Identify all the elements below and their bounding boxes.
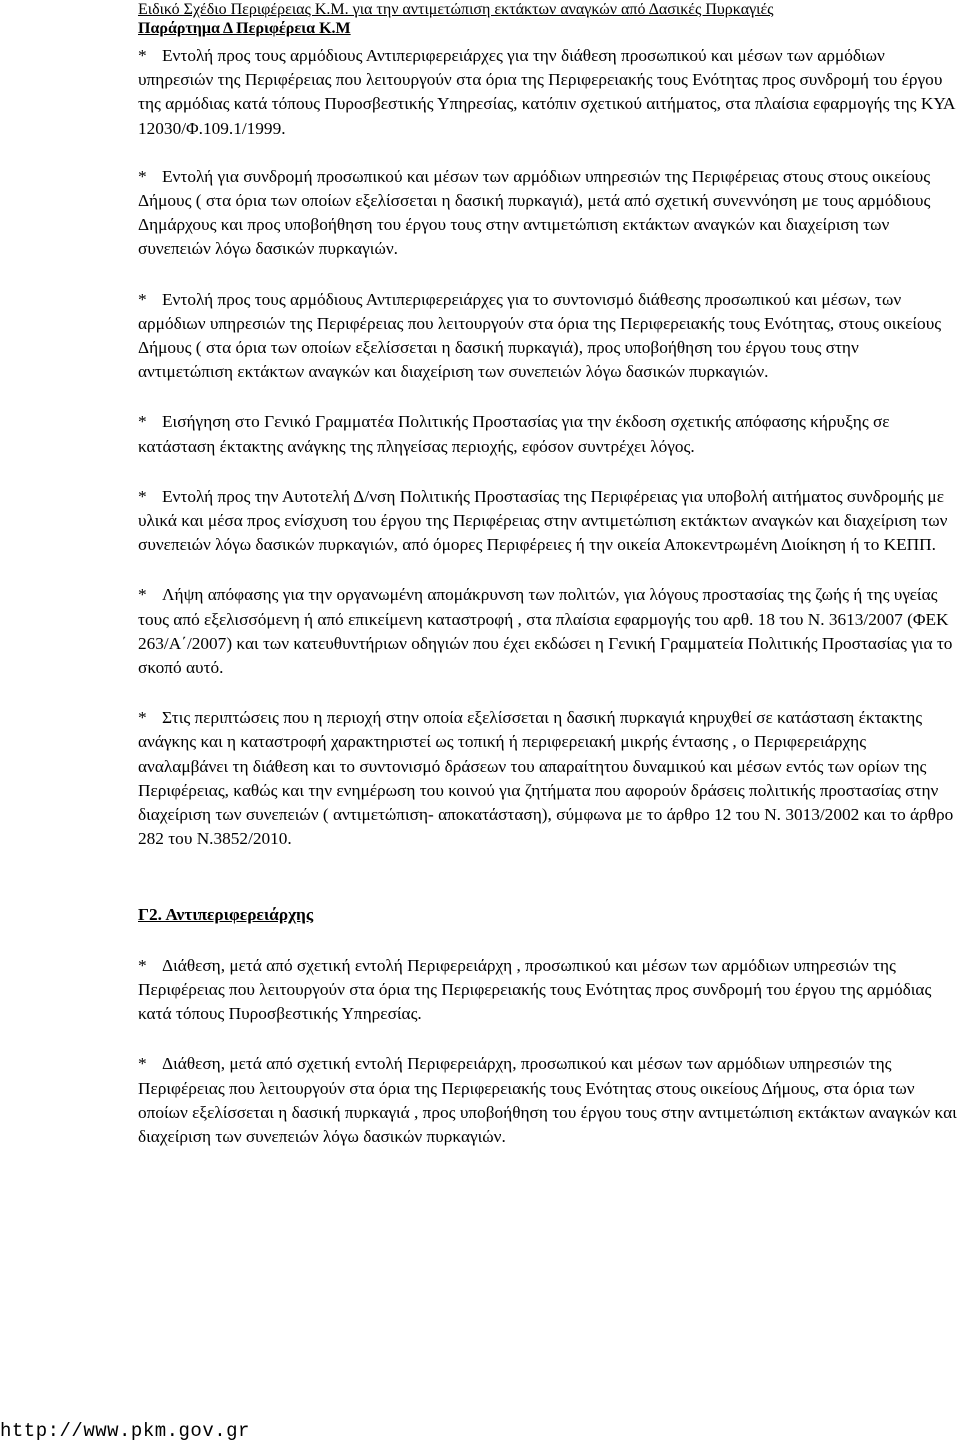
bullet-marker: * (138, 46, 147, 65)
paragraph (138, 485, 958, 558)
paragraph (138, 410, 958, 458)
paragraph (138, 44, 958, 141)
paragraph (138, 954, 958, 1027)
bullet-marker: * (138, 166, 147, 186)
bullet-marker: * (138, 955, 147, 975)
paragraph-text: Εντολή προς την Αυτοτελή Δ/νση Πολιτικής Προστασίας της Περιφέρειας για υποβολή αιτήματος συνδρομής με υλικά και μέσα προς ενίσχυση του έργου της Περιφέρειας στην αντιμετώπιση εκτάκτων αναγκών και διαχείριση των συνεπειών λόγω δασικών πυρκαγιών, από όμορες Περιφέρειες ή την οικεία Αποκεντρωμένη Διοίκηση ή το ΚΕΠΠ. (138, 486, 948, 555)
bullet-marker: * (138, 1054, 147, 1074)
paragraph-text: Διάθεση, μετά από σχετική εντολή Περιφερειάρχη , προσωπικού και μέσων των αρμόδιων υπηρεσιών της Περιφέρειας που λειτουργούν στα όρια της Περιφερειακής τους Ενότητας προς συνδρομή του έργου της αρμόδιας κατά τόπους Πυροσβεστικής Υπηρεσίας. (138, 955, 932, 1024)
paragraph (138, 165, 958, 262)
bullet-marker: * (138, 708, 147, 728)
paragraph-text: Εντολή προς τους αρμόδιους Αντιπεριφερειάρχες για το συντονισμό διάθεσης προσωπικού και μέσων, των αρμόδιων υπηρεσιών της Περιφέρειας που λειτουργούν στα όρια της Περιφερειακής τους Ενότητας, στους οικείους Δήμους ( στα όρια των οποίων εξελίσσεται η δασική πυρκαγιά), προς υποβοήθηση του έργου τους στην αντιμετώπιση εκτάκτων αναγκών και διαχείριση των συνεπειών λόγω δασικών πυρκαγιών. (138, 289, 942, 382)
paragraph-text: Στις περιπτώσεις που η περιοχή στην οποία εξελίσσεται η δασική πυρκαγιά κηρυχθεί σε κατάσταση έκτακτης ανάγκης και η καταστροφή χαρακτηριστεί ως τοπική ή περιφερειακή μικρής έντασης , ο Περιφερειάρχης αναλαμβάνει τη διάθεση και το συντονισμό δράσεων του απαραίτητου δυναμικού και μέσων εντός των ορίων της Περιφέρειας, καθώς και την ενημέρωση του κοινού για ζητήματα που αφορούν δράσεις πολιτικής προστασίας στην διαχείριση των συνεπειών ( αντιμετώπιση- αποκατάσταση), σύμφωνα με το άρθρο 12 του Ν. 3013/2002 και το άρθρο 282 του Ν.3852/2010. (138, 708, 954, 849)
paragraph (138, 1052, 958, 1149)
paragraph (138, 288, 958, 385)
page-header (138, 0, 938, 38)
footer-url: http://www.pkm.gov.gr (0, 1420, 250, 1442)
paragraph (138, 706, 958, 851)
bullet-marker: * (138, 412, 147, 432)
paragraph-text: Εντολή για συνδρομή προσωπικού και μέσων των αρμόδιων υπηρεσιών της Περιφέρειας στους στους οικείους Δήμους ( στα όρια των οποίων εξελίσσεται η δασική πυρκαγιά), μετά από σχετική συνεννόηση με τους αρμόδιους Δημάρχους και προς υποβοήθηση του έργου τους στην αντιμετώπιση εκτάκτων αναγκών και διαχείριση των συνεπειών λόγω δασικών πυρκαγιών. (138, 166, 931, 259)
paragraph-text: Διάθεση, μετά από σχετική εντολή Περιφερειάρχη, προσωπικού και μέσων των αρμόδιων υπηρεσιών της Περιφέρειας που λειτουργούν στα όρια της Περιφερειακής τους Ενότητας στους οικείους Δήμους, στα όρια των οποίων εξελίσσεται η δασική πυρκαγιά , προς υποβοήθηση του έργου τους στην αντιμετώπιση εκτάκτων αναγκών και διαχείριση των συνεπειών λόγω δασικών πυρκαγιών. (138, 1054, 957, 1146)
section-heading: Γ2. Αντιπεριφερειάρχης (138, 905, 314, 925)
paragraph (138, 583, 958, 680)
paragraph-text: Εισήγηση στο Γενικό Γραμματέα Πολιτικής Προστασίας για την έκδοση σχετικής απόφασης κήρυξης σε κατάσταση έκτακτης ανάγκης της πληγείσας περιοχής, εφόσον συντρέχει λόγος. (138, 412, 890, 456)
header-subtitle: Παράρτημα Δ Περιφέρεια Κ.Μ (138, 20, 351, 37)
bullet-marker: * (138, 585, 147, 605)
bullet-marker: * (138, 486, 147, 506)
paragraph-text: Εντολή προς τους αρμόδιους Αντιπεριφερειάρχες για την διάθεση προσωπικού και μέσων των αρμόδιων υπηρεσιών της Περιφέρειας που λειτουργούν στα όρια της Περιφερειακής τους Ενότητας προς συνδρομή του έργου της αρμόδιας κατά τόπους Πυροσβεστικής Υπηρεσίας, κατόπιν σχετικού αιτήματος, στα πλαίσια εφαρμογής της ΚΥΑ 12030/Φ.109.1/1999. (138, 46, 955, 138)
bullet-marker: * (138, 289, 147, 309)
paragraph-text: Λήψη απόφασης για την οργανωμένη απομάκρυνση των πολιτών, για λόγους προστασίας της ζωής ή της υγείας τους από εξελισσόμενη ή από επικείμενη καταστροφή , στα πλαίσια εφαρμογής του αρθ. 18 του Ν. 3613/2007 (ΦΕΚ 263/Α΄/2007) και των κατευθυντήριων οδηγιών που έχει εκδώσει η Γενική Γραμματεία Πολιτικής Προστασίας για το σκοπό αυτό. (138, 585, 953, 678)
header-title: Ειδικό Σχέδιο Περιφέρειας Κ.Μ. για την αντιμετώπιση εκτάκτων αναγκών από Δασικές Πυρκαγιές (138, 1, 774, 18)
document-body (138, 44, 958, 1175)
